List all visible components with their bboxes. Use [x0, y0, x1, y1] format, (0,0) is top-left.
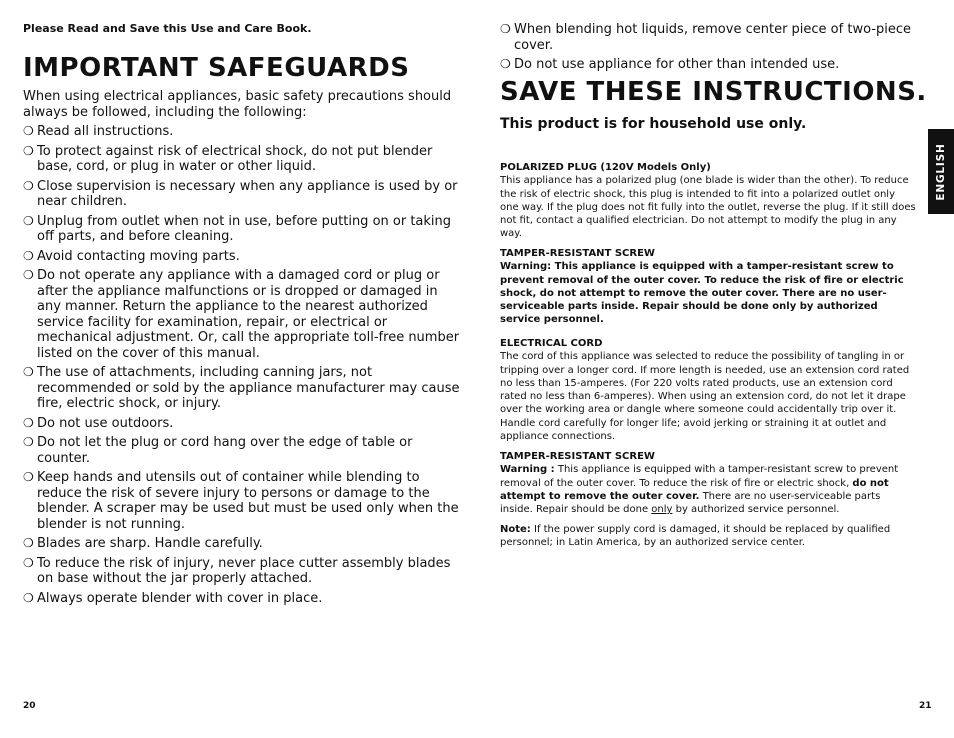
bullet-icon: ❍ [23, 590, 34, 605]
note-text: Note: If the power supply cord is damaged, it should be replaced by qualified personnel; in Latin America, by an authorized service center. [500, 524, 891, 549]
list-item: ❍ The use of attachments, including canning jars, not recommended or sold by the appliance manufacturer may cause fire, electric shock, or injury. [23, 365, 460, 411]
safeguards-list-continued [500, 22, 918, 73]
tamper-screw-section [500, 247, 916, 327]
bullet-icon: ❍ [23, 268, 34, 282]
section-heading: ELECTRICAL CORD [500, 338, 603, 349]
bullet-icon: ❍ [23, 178, 34, 193]
intro-text: When using electrical appliances, basic safety precautions should always be followed, including the following: [23, 89, 452, 120]
list-item: ❍ To protect against risk of electrical shock, do not put blender base, cord, or plug in water or other liquid. [23, 143, 433, 174]
bullet-icon: ❍ [23, 555, 34, 570]
section-body: Warning : This appliance is equipped with a tamper-resistant screw to prevent removal of the outer cover. To reduce the risk of fire or electric shock, do not attempt to remove the outer cover. There are no user-serviceable parts inside. Repair should be done only by authorized service personnel. [500, 464, 899, 516]
language-tab [928, 129, 954, 214]
warning-label: Warning : [500, 464, 555, 476]
section-body: The cord of this appliance was selected to reduce the possibility of tangling in or tripping over a longer cord. If more length is needed, use an extension cord rated no less than 15-amperes. (For 220 volts rated products, use an extension cord rated no less than 6-amperes). When using an extension cord, do not let it drape over the working area or dangle where someone could accidentally trip over it. Handle cord carefully for longer life; avoid jerking or straining it at outlet and appliance connections. [500, 351, 910, 443]
bullet-icon: ❍ [23, 536, 34, 550]
list-item: ❍ Read all instructions. [23, 124, 174, 139]
electrical-cord-section [500, 337, 916, 443]
list-item: ❍ Do not operate any appliance with a damaged cord or plug or after the appliance malfunctions or is dropped or damaged in any manner. Return the appliance to the nearest authorized service facility for examination, repair, or electrical or mechanical adjustment. Or, call the appropriate toll-free number listed on the cover of this manual. [23, 268, 460, 361]
list-item: ❍ Blades are sharp. Handle carefully. [23, 536, 263, 551]
bullet-icon: ❍ [23, 213, 34, 228]
section-body: Warning: This appliance is equipped with a tamper-resistant screw to prevent removal of the outer cover. To reduce the risk of fire or electric shock, do not attempt to remove the outer cover. There are no user-serviceable parts inside. Repair should be done only by authorized service personnel. [500, 261, 904, 326]
bullet-icon: ❍ [23, 365, 34, 379]
list-item: ❍ To reduce the risk of injury, never place cutter assembly blades on base without the jar properly attached. [23, 555, 451, 586]
header-note: Please Read and Save this Use and Care Book. [23, 22, 312, 35]
polarized-plug-section [500, 161, 916, 241]
list-item: ❍ Do not use outdoors. [23, 415, 174, 431]
safeguards-list [23, 124, 463, 606]
household-use-subhead: This product is for household use only. [500, 116, 807, 132]
bold-warning: do not attempt to remove the outer cover. [500, 477, 889, 502]
section-heading: TAMPER-RESISTANT SCREW [500, 248, 655, 259]
list-item: ❍ Always operate blender with cover in place. [23, 590, 323, 606]
bullet-icon: ❍ [23, 470, 34, 484]
bullet-icon: ❍ [23, 248, 34, 263]
bullet-icon: ❍ [500, 22, 511, 36]
page-number-right: 21 [919, 701, 932, 711]
list-item: ❍ Do not let the plug or cord hang over the edge of table or counter. [23, 435, 413, 466]
note-label: Note: [500, 524, 531, 535]
list-item: ❍ Close supervision is necessary when any appliance is used by or near children. [23, 178, 458, 209]
bullet-icon: ❍ [23, 124, 34, 138]
bullet-icon: ❍ [23, 435, 34, 449]
section-heading: TAMPER-RESISTANT SCREW [500, 451, 655, 462]
page-number-left: 20 [23, 701, 36, 711]
save-instructions-title: SAVE THESE INSTRUCTIONS. [500, 77, 927, 107]
language-tab-label: ENGLISH [935, 142, 947, 201]
list-item: ❍ Avoid contacting moving parts. [23, 248, 240, 264]
tamper-screw-section-2 [500, 450, 916, 516]
section-body: This appliance has a polarized plug (one blade is wider than the other). To reduce the risk of electric shock, this plug is intended to fit into a polarized outlet only one way. If the plug does not fit fully into the outlet, reverse the plug. If it still does not fit, contact a qualified electrician. Do not attempt to modify the plug in any way. [500, 175, 916, 240]
list-item: ❍ Keep hands and utensils out of container while blending to reduce the risk of severe injury to persons or damage to the blender. A scraper may be used but must be used only when the blender is not running. [23, 470, 459, 532]
list-item: ❍ When blending hot liquids, remove center piece of two-piece cover. [500, 22, 911, 53]
underlined-word: only [651, 504, 673, 516]
note-section [500, 523, 916, 550]
safeguards-title: IMPORTANT SAFEGUARDS [23, 53, 410, 83]
section-heading: POLARIZED PLUG (120V Models Only) [500, 162, 711, 173]
bullet-icon: ❍ [23, 143, 34, 158]
bullet-icon: ❍ [23, 415, 34, 430]
list-item: ❍ Unplug from outlet when not in use, before putting on or taking off parts, and before cleaning. [23, 213, 452, 244]
list-item: ❍ Do not use appliance for other than intended use. [500, 57, 840, 72]
bullet-icon: ❍ [500, 57, 511, 71]
